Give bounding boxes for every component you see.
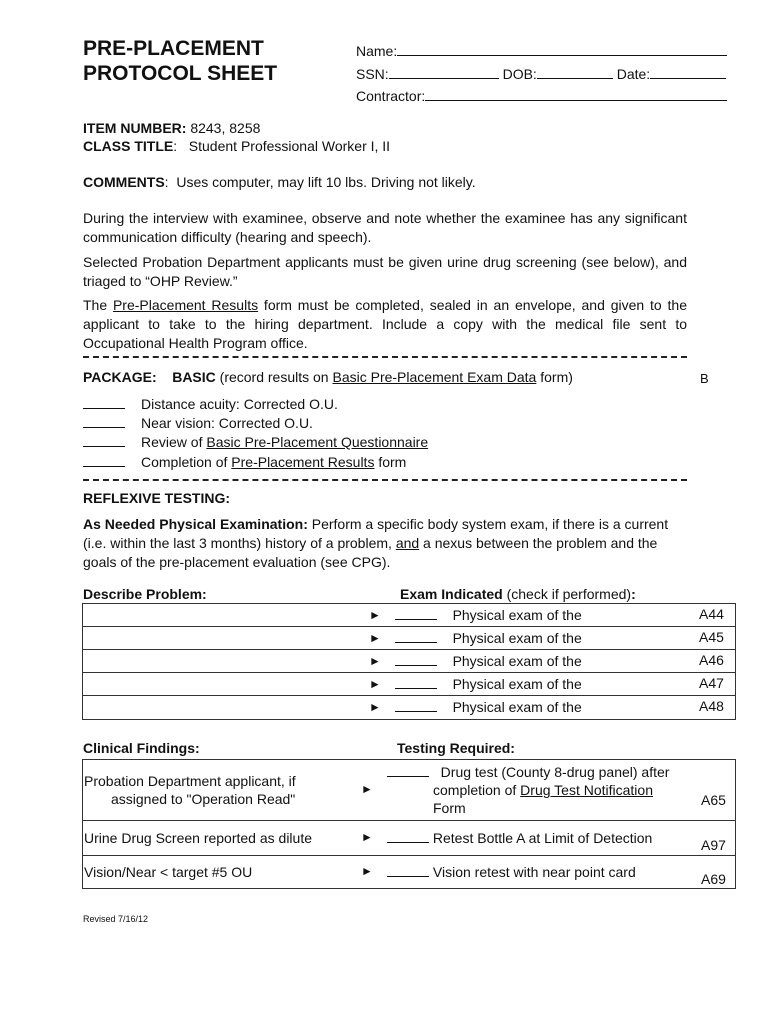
- table-row: [83, 821, 735, 856]
- table-row: [83, 673, 735, 696]
- item-number-label: ITEM NUMBER:: [83, 120, 187, 136]
- paragraph-probation: Selected Probation Department applicants must be given urine drug screening (see below), and triaged to “OHP Review.”: [83, 254, 687, 289]
- paragraph-results-suffix: form must be completed, sealed in an envelope, and given to the applicant to take to the hiring department. Include a copy with the medical file sent to Occupational Health Program office.: [83, 297, 687, 351]
- exam-code: A47: [699, 675, 724, 691]
- table-row: [83, 760, 735, 821]
- package-item-suffix: form: [374, 454, 407, 470]
- test-text: Drug test (County 8-drug panel) after: [440, 764, 670, 780]
- table-row: [83, 696, 735, 719]
- arrow-icon: ►: [369, 677, 381, 691]
- exam-cell: [395, 652, 582, 670]
- package-desc-suffix: form): [536, 369, 573, 385]
- comments-value: Uses computer, may lift 10 lbs. Driving not likely.: [176, 174, 476, 190]
- checkbox-blank[interactable]: [395, 631, 437, 643]
- test-text: Form: [433, 800, 466, 816]
- testing-required-label: Testing Required:: [397, 740, 515, 756]
- item-number-value: 8243, 8258: [190, 120, 261, 136]
- package-item: [83, 454, 406, 470]
- arrow-icon: ►: [369, 700, 381, 714]
- test-text: Vision retest with near point card: [432, 864, 636, 880]
- name-label: Name:: [356, 43, 398, 59]
- name-field-row: [356, 42, 727, 59]
- table-row: [83, 650, 735, 673]
- comments: COMMENTS: Uses computer, may lift 10 lbs. Driving not likely.: [83, 174, 476, 190]
- class-title-label: CLASS TITLE: [83, 138, 174, 154]
- arrow-icon: ►: [361, 782, 373, 796]
- arrow-icon: ►: [361, 864, 373, 878]
- finding-text: Urine Drug Screen reported as dilute: [84, 830, 313, 846]
- exam-indicated-heading: [400, 586, 636, 602]
- contractor-label: Contractor:: [356, 88, 426, 104]
- reflexive-heading: [83, 490, 230, 506]
- finding-text: Probation Department applicant, if: [84, 773, 296, 789]
- exam-table: [82, 603, 736, 720]
- package-item-text: Near vision: Corrected O.U.: [141, 415, 313, 431]
- as-needed-label: As Needed Physical Examination:: [83, 516, 308, 532]
- describe-problem-heading: [83, 586, 207, 602]
- table-row: [83, 627, 735, 650]
- contractor-field[interactable]: [425, 87, 727, 101]
- dob-label: DOB:: [502, 66, 537, 82]
- exam-text: Physical exam of the: [452, 607, 582, 623]
- name-field[interactable]: [397, 42, 727, 56]
- finding-cell: [84, 772, 296, 808]
- table-row: [83, 604, 735, 627]
- exam-text: Physical exam of the: [452, 630, 582, 646]
- paragraph-results-prefix: The: [83, 297, 113, 313]
- exam-text: Physical exam of the: [452, 676, 582, 692]
- date-field[interactable]: [650, 65, 726, 79]
- as-needed-and: and: [395, 535, 420, 551]
- package-desc-link: Basic Pre-Placement Exam Data: [332, 369, 537, 385]
- package-item-text: Completion of: [141, 454, 232, 470]
- exam-code: A46: [699, 652, 724, 668]
- revised-date: Revised 7/16/12: [83, 914, 149, 924]
- exam-code: A45: [699, 629, 724, 645]
- package-item-text: Distance acuity: Corrected O.U.: [141, 396, 338, 412]
- ssn-dob-date-row: [356, 65, 726, 82]
- arrow-icon: ►: [369, 654, 381, 668]
- as-needed-text-1: Perform a specific body system exam, if there is a current (i.e. within the last 3 months) history of a problem,: [83, 516, 669, 551]
- page-title: [83, 36, 277, 86]
- exam-code: A44: [699, 606, 724, 622]
- test-text: Retest Bottle A at Limit of Detection: [432, 830, 653, 846]
- test-text: completion of: [433, 782, 521, 798]
- clinical-findings-label: Clinical Findings:: [83, 740, 200, 756]
- title-line-1: PRE-PLACEMENT: [83, 37, 264, 60]
- package-item: [83, 396, 338, 412]
- clinical-findings-heading: [83, 740, 200, 756]
- drug-test-notification-link: Drug Test Notification: [520, 782, 653, 798]
- checkbox-blank[interactable]: [83, 397, 125, 409]
- exam-cell: [395, 675, 582, 693]
- package-item-text: Review of: [141, 434, 207, 450]
- item-number: [83, 120, 260, 136]
- clinical-code: A69: [701, 871, 726, 887]
- arrow-icon: ►: [361, 830, 373, 844]
- table-row: [83, 856, 735, 889]
- arrow-icon: ►: [369, 608, 381, 622]
- title-line-2: PROTOCOL SHEET: [83, 62, 278, 85]
- arrow-icon: ►: [369, 631, 381, 645]
- test-cell: [387, 863, 636, 881]
- package-label: PACKAGE:: [83, 369, 157, 385]
- describe-problem-label: Describe Problem:: [83, 586, 207, 602]
- checkbox-blank[interactable]: [395, 700, 437, 712]
- dob-field[interactable]: [537, 65, 613, 79]
- package-item: [83, 434, 428, 450]
- divider: [83, 356, 687, 358]
- exam-text: Physical exam of the: [452, 699, 582, 715]
- paragraph-communication: During the interview with examinee, observe and note whether the examinee has any significant communication difficulty (hearing and speech).: [83, 210, 687, 245]
- class-title-value: Student Professional Worker I, II: [188, 138, 391, 154]
- as-needed-text-2: a nexus between the problem and the goals of the pre-placement evaluation (see CPG).: [83, 535, 658, 570]
- package-desc-prefix: (record results on: [215, 369, 333, 385]
- test-cell: [387, 829, 652, 847]
- exam-indicated-suffix: (check if performed): [502, 586, 632, 602]
- ssn-label: SSN:: [356, 66, 389, 82]
- reflexive-heading-text: REFLEXIVE TESTING:: [83, 490, 231, 506]
- checkbox-blank[interactable]: [83, 416, 125, 428]
- testing-required-heading: [397, 740, 515, 756]
- package-item: [83, 415, 313, 431]
- exam-text: Physical exam of the: [452, 653, 582, 669]
- pre-placement-results-link: Pre-Placement Results: [112, 297, 259, 313]
- clinical-code: A97: [701, 837, 726, 853]
- exam-cell: [395, 629, 582, 647]
- contractor-field-row: [356, 87, 727, 104]
- class-title: CLASS TITLE: Student Professional Worker I, II: [83, 138, 391, 154]
- checkbox-blank[interactable]: [395, 654, 437, 666]
- as-needed-paragraph: [83, 515, 673, 572]
- results-form-link: Pre-Placement Results: [231, 454, 375, 470]
- comments-label: COMMENTS: [83, 174, 165, 190]
- divider: [83, 479, 687, 481]
- exam-indicated-label: Exam Indicated: [400, 586, 503, 602]
- finding-text: assigned to "Operation Read": [111, 791, 296, 807]
- date-label: Date:: [616, 66, 651, 82]
- ssn-field[interactable]: [389, 65, 499, 79]
- package-code: B: [700, 371, 709, 386]
- package-type: BASIC: [172, 369, 216, 385]
- exam-cell: [395, 606, 582, 624]
- questionnaire-link: Basic Pre-Placement Questionnaire: [206, 434, 429, 450]
- package-line: [83, 369, 573, 385]
- paragraph-results: [83, 296, 687, 353]
- exam-code: A48: [699, 698, 724, 714]
- checkbox-blank[interactable]: [395, 677, 437, 689]
- exam-indicated-colon: :: [631, 586, 636, 602]
- checkbox-blank[interactable]: [387, 865, 429, 877]
- checkbox-blank[interactable]: [387, 765, 429, 777]
- clinical-code: A65: [701, 792, 726, 808]
- checkbox-blank[interactable]: [83, 455, 125, 467]
- checkbox-blank[interactable]: [395, 608, 437, 620]
- clinical-table: [82, 759, 736, 889]
- test-cell: [387, 763, 669, 817]
- finding-text: Vision/Near < target #5 OU: [84, 864, 253, 880]
- exam-cell: [395, 698, 582, 716]
- checkbox-blank[interactable]: [83, 435, 125, 447]
- checkbox-blank[interactable]: [387, 831, 429, 843]
